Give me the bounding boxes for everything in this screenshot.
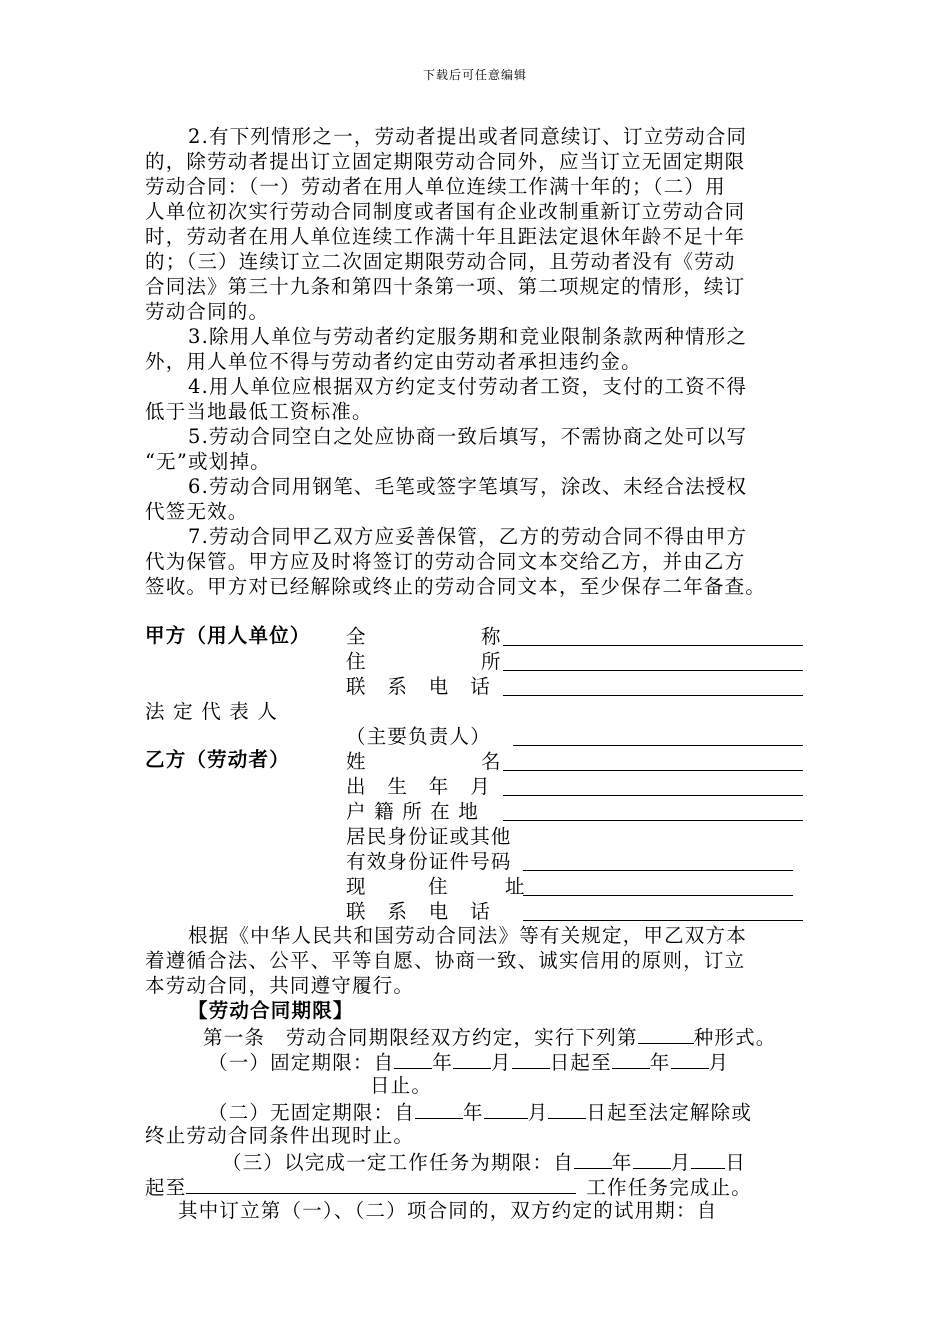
month-label: 月: [708, 1051, 730, 1074]
open-start-year-field[interactable]: [415, 1098, 463, 1119]
note-2-line-6: 的；（三）连续订立二次固定期限劳动合同，且劳动者没有《劳动: [145, 250, 736, 273]
fixed-term-label: （一）固定期限：自: [208, 1051, 395, 1074]
year-label: 年: [649, 1051, 671, 1074]
day-label: 日: [725, 1151, 747, 1174]
open-term-label: （二）无固定期限：自: [208, 1101, 416, 1124]
task-term-line-2: [145, 1173, 752, 1201]
preamble-line-1: 根据《中华人民共和国劳动合同法》等有关规定，甲乙双方本: [188, 924, 747, 947]
task-start-year-field[interactable]: [574, 1148, 612, 1169]
party-a-address-label-1: 住: [346, 650, 367, 673]
article-1-text-a: 第一条 劳动合同期限经双方约定，实行下列第: [203, 1026, 638, 1049]
party-a-name-label-2: 称: [481, 625, 502, 648]
party-b-residence-label-1: 现: [346, 875, 367, 898]
note-7-line-2: 代为保管。甲方应及时将签订的劳动合同文本交给乙方，并由乙方: [145, 550, 746, 573]
task-term-line: [222, 1148, 746, 1176]
note-5-line-2: “无”或划掉。: [145, 450, 271, 473]
party-a-principal-label: （主要负责人）: [346, 725, 491, 748]
party-a-legal-rep-field[interactable]: [513, 745, 803, 746]
open-term-line: [208, 1098, 752, 1126]
task-start-month-field[interactable]: [633, 1148, 671, 1169]
party-a-heading: 甲方（用人单位）: [145, 624, 311, 647]
article-1-form-field[interactable]: [638, 1023, 694, 1044]
note-2-line-5: 时，劳动者在用人单位连续工作满十年且距法定退休年龄不足十年: [145, 225, 746, 248]
open-term-line-2: 终止劳动合同条件出现时止。: [145, 1124, 415, 1147]
fixed-end-month-field[interactable]: [671, 1048, 709, 1069]
month-label: 月: [491, 1051, 512, 1074]
note-2-line-2: 的，除劳动者提出订立固定期限劳动合同外，应当订立无固定期限: [145, 150, 746, 173]
party-b-residence-label-2: 住: [428, 875, 449, 898]
probation-line: 其中订立第（一）、（二）项合同的，双方约定的试用期：自: [178, 1199, 718, 1222]
preamble-line-3: 本劳动合同，共同遵守履行。: [145, 974, 415, 997]
note-7-line-3: 签收。甲方对已经解除或终止的劳动合同文本，至少保存二年备查。: [145, 575, 767, 598]
party-a-phone-label: 联 系 电 话: [346, 675, 491, 698]
article-1-text: [203, 1023, 777, 1051]
note-2-line-4: 人单位初次实行劳动合同制度或者国有企业改制重新订立劳动合同: [145, 200, 746, 223]
party-b-residence-field[interactable]: [523, 895, 793, 896]
month-label: 月: [527, 1101, 549, 1124]
note-7-line-1: 7.劳动合同甲乙双方应妥善保管，乙方的劳动合同不得由甲方: [188, 525, 748, 548]
note-3-line-2: 外，用人单位不得与劳动者约定由劳动者承担违约金。: [145, 350, 642, 373]
party-b-phone-field[interactable]: [523, 920, 803, 921]
fixed-start-month-field[interactable]: [453, 1048, 491, 1069]
fixed-term-line: [208, 1048, 729, 1076]
party-b-birth-label: 出 生 年 月: [346, 775, 491, 798]
party-b-name-label-2: 名: [481, 750, 502, 773]
task-description-field[interactable]: [186, 1173, 576, 1194]
fixed-to-label: 日起至: [549, 1051, 612, 1074]
fixed-end-year-field[interactable]: [612, 1048, 650, 1069]
task-to-label: 起至: [145, 1176, 187, 1199]
party-b-id-label-2: 有效身份证件号码: [346, 850, 512, 873]
month-label: 月: [670, 1151, 692, 1174]
task-term-label: （三）以完成一定工作任务为期限：自: [222, 1151, 574, 1174]
note-2-line-8: 劳动合同的。: [145, 300, 270, 323]
party-b-birth-field[interactable]: [503, 795, 803, 796]
section-term-title: 【劳动合同期限】: [188, 999, 354, 1022]
party-b-household-label: 户 籍 所 在 地: [346, 800, 480, 823]
page-header-note: 下载后可任意编辑: [422, 68, 527, 82]
note-2-line-7: 合同法》第三十九条和第四十条第一项、第二项规定的情形，续订: [145, 275, 746, 298]
party-b-name-label-1: 姓: [346, 750, 367, 773]
note-3-line-1: 3.除用人单位与劳动者约定服务期和竞业限制条款两种情形之: [188, 325, 748, 348]
party-a-legal-rep-label: 法 定 代 表 人: [145, 700, 279, 723]
note-4-line-2: 低于当地最低工资标准。: [145, 400, 373, 423]
fixed-term-end-label: 日止。: [370, 1074, 433, 1097]
note-2-line-1: 2.有下列情形之一，劳动者提出或者同意续订、订立劳动合同: [188, 125, 748, 148]
party-b-id-label-1: 居民身份证或其他: [346, 825, 512, 848]
party-a-name-label-1: 全: [346, 625, 367, 648]
year-label: 年: [611, 1151, 633, 1174]
note-6-line-2: 代签无效。: [145, 500, 249, 523]
open-start-day-field[interactable]: [548, 1098, 586, 1119]
party-a-name-field[interactable]: [503, 645, 803, 646]
fixed-start-day-field[interactable]: [512, 1048, 550, 1069]
party-b-id-field[interactable]: [523, 870, 793, 871]
preamble-line-2: 着遵循合法、公平、平等自愿、协商一致、诚实信用的原则，订立: [145, 949, 746, 972]
task-start-day-field[interactable]: [691, 1148, 725, 1169]
year-label: 年: [432, 1051, 454, 1074]
year-label: 年: [463, 1101, 484, 1124]
note-6-line-1: 6.劳动合同用钢笔、毛笔或签字笔填写，涂改、未经合法授权: [188, 475, 748, 498]
party-a-phone-field[interactable]: [503, 695, 803, 696]
note-5-line-1: 5.劳动合同空白之处应协商一致后填写，不需协商之处可以写: [188, 425, 748, 448]
party-b-residence-label-3: 址: [505, 875, 526, 898]
open-start-month-field[interactable]: [484, 1098, 528, 1119]
article-1-text-b: 种形式。: [693, 1026, 777, 1049]
fixed-start-year-field[interactable]: [394, 1048, 432, 1069]
party-b-name-field[interactable]: [503, 770, 803, 771]
open-term-to-label: 日起至法定解除或: [586, 1101, 753, 1124]
party-b-heading: 乙方（劳动者）: [145, 748, 290, 771]
task-complete-label: 工作任务完成止。: [586, 1176, 753, 1199]
note-4-line-1: 4.用人单位应根据双方约定支付劳动者工资，支付的工资不得: [188, 375, 748, 398]
party-b-household-field[interactable]: [503, 820, 803, 821]
party-b-phone-label: 联 系 电 话: [346, 900, 491, 923]
party-a-address-field[interactable]: [503, 670, 803, 671]
party-a-address-label-2: 所: [481, 650, 502, 673]
note-2-line-3: 劳动合同：（一）劳动者在用人单位连续工作满十年的；（二）用: [145, 175, 726, 198]
